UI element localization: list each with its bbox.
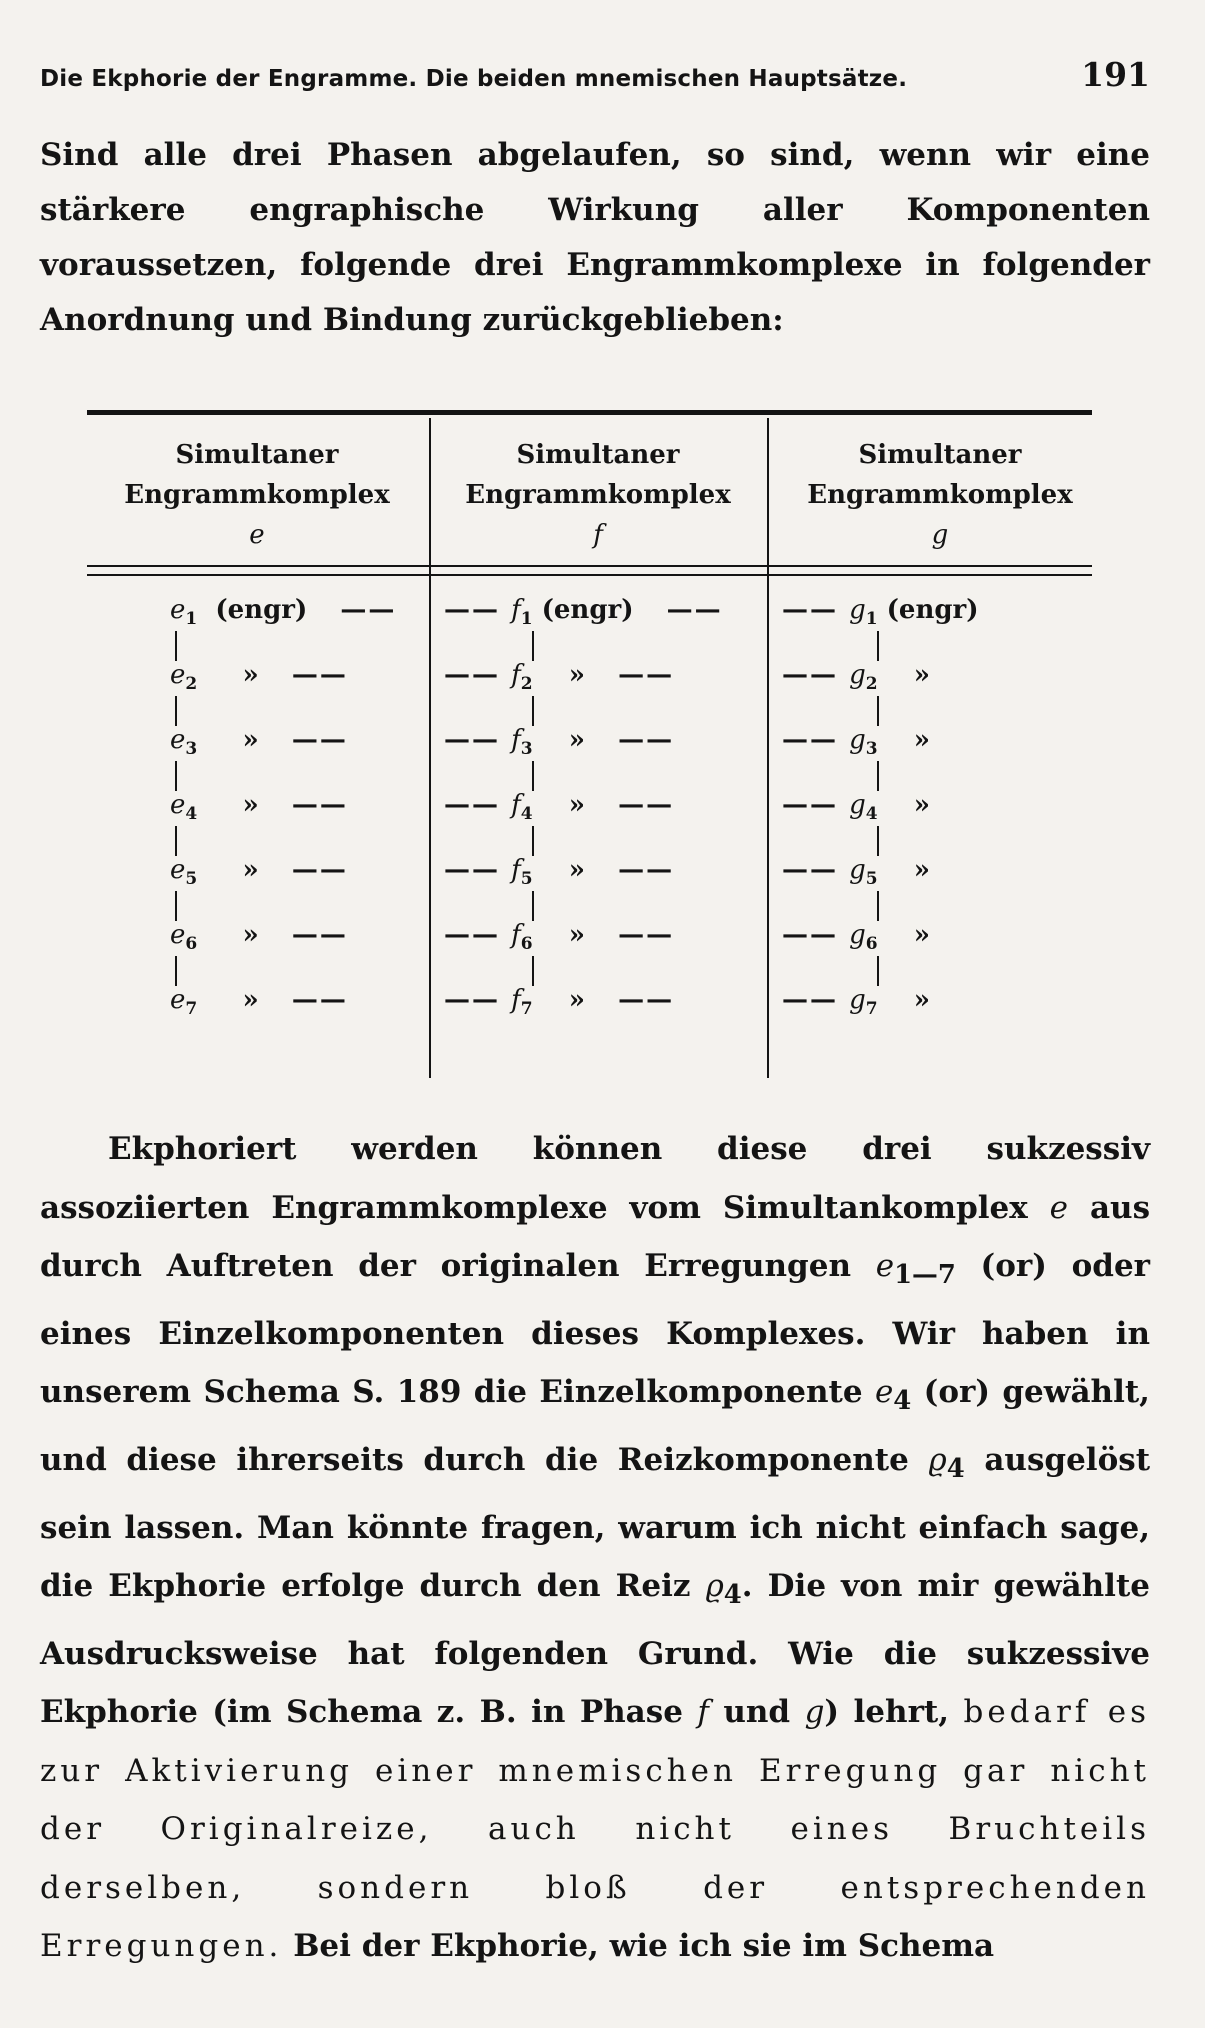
engr-label: (engr)	[197, 595, 308, 625]
engram-label	[849, 855, 878, 890]
repeat-mark: »	[532, 985, 585, 1015]
engram-label	[511, 660, 533, 695]
schema-cell-e	[170, 985, 348, 1019]
engram-label	[849, 595, 878, 630]
engram-symbol: g	[849, 920, 866, 950]
math-subscript: 4	[723, 1580, 742, 1611]
intro-paragraph: Sind alle drei Phasen abgelaufen, so sind, wenn wir eine stärkere engraphische Wirkung aller Komponenten voraussetzen, folgende drei Engrammkomplexe in folgender Anordnung und Bindung zurückgeblieben:	[40, 137, 1150, 338]
engram-symbol: f	[511, 985, 521, 1015]
connector-dash: ——	[258, 920, 348, 950]
schema-cell-g	[782, 985, 930, 1019]
engram-symbol: g	[849, 660, 866, 690]
engram-index: 1	[865, 609, 878, 630]
schema-cell-f	[444, 920, 674, 954]
engram-label	[511, 855, 533, 890]
engram-symbol: f	[511, 920, 521, 950]
running-header	[40, 55, 1150, 94]
association-line	[175, 891, 177, 921]
association-line	[175, 826, 177, 856]
engram-index: 5	[865, 869, 878, 890]
association-line	[532, 956, 534, 986]
connector-dash: ——	[782, 660, 850, 690]
engram-index: 2	[185, 674, 198, 695]
body-text-part: . Die von mir gewählte Ausdrucksweise hat folgenden Grund. Wie die sukzessive Ekphorie (im Schema z. B. in Phase	[40, 1568, 1150, 1731]
body-text-part: Ekphoriert werden können diese drei sukzessiv assoziierten Engrammkomplexe vom Simultankomplex	[40, 1131, 1150, 1226]
column-header-symbol: g	[931, 520, 949, 550]
engram-label	[170, 790, 198, 825]
schema-cell-f	[444, 855, 674, 889]
repeat-mark: »	[877, 855, 931, 885]
repeat-mark: »	[877, 725, 931, 755]
body-text-part: ausgelöst sein lassen. Man könnte fragen, warum ich nicht einfach sage, die Ekphorie erfolge durch den Reiz	[40, 1441, 1151, 1605]
schema-cell-g	[782, 725, 930, 759]
schema-cell-e	[170, 855, 348, 889]
engram-index: 6	[865, 934, 878, 955]
engram-index: 1	[520, 609, 533, 630]
association-line	[877, 956, 879, 986]
connector-dash: ——	[307, 595, 397, 625]
engram-label	[849, 660, 878, 695]
repeat-mark: »	[532, 920, 585, 950]
association-line	[877, 696, 879, 726]
engram-index: 2	[865, 674, 878, 695]
column-header-line1: Simultaner	[175, 440, 339, 470]
connector-dash: ——	[782, 595, 850, 625]
engram-label	[849, 920, 878, 955]
engram-symbol: e	[170, 855, 186, 885]
connector-dash: ——	[444, 595, 512, 625]
connector-dash: ——	[444, 985, 512, 1015]
association-line	[532, 631, 534, 661]
column-body-f	[429, 595, 759, 1075]
math-symbol: f	[697, 1694, 709, 1731]
math-symbol: g	[804, 1694, 825, 1731]
table-header-rule-second	[87, 574, 1092, 576]
column-body-e	[87, 595, 417, 1075]
body-text-part: ) lehrt,	[824, 1694, 950, 1731]
connector-dash: ——	[585, 985, 675, 1015]
connector-dash: ——	[444, 660, 512, 690]
column-body-g	[767, 595, 1097, 1075]
schema-cell-g	[782, 855, 930, 889]
engram-index: 7	[865, 999, 878, 1020]
engram-index: 6	[185, 934, 198, 955]
connector-dash: ——	[258, 790, 348, 820]
engram-label	[170, 725, 198, 760]
connector-dash: ——	[585, 660, 675, 690]
schema-cell-f	[444, 985, 674, 1019]
math-symbol: ϱ	[928, 1441, 947, 1478]
association-line	[877, 891, 879, 921]
math-symbol: ϱ	[705, 1568, 724, 1605]
engram-label	[511, 595, 533, 630]
connector-dash: ——	[782, 855, 850, 885]
engram-symbol: f	[511, 660, 521, 690]
engram-label	[170, 660, 198, 695]
page-number: 191	[1081, 55, 1150, 94]
connector-dash: ——	[782, 920, 850, 950]
connector-dash: ——	[444, 920, 512, 950]
repeat-mark: »	[197, 920, 259, 950]
column-header-f	[433, 435, 763, 555]
schema-cell-e	[170, 725, 348, 759]
body-text-part: (or) gewählt, und diese ihrerseits durch die Reizkomponente	[40, 1374, 1150, 1478]
repeat-mark: »	[197, 660, 259, 690]
engram-index: 3	[185, 739, 198, 760]
table-header-rule	[87, 565, 1092, 567]
engram-index: 7	[520, 999, 533, 1020]
connector-dash: ——	[633, 595, 723, 625]
schema-cell-g	[782, 790, 930, 824]
connector-dash: ——	[782, 725, 850, 755]
body-text-part: (or) oder eines Einzelkomponenten dieses Komplexes. Wir haben in unserem Schema S. 189 die Einzelkomponente	[40, 1248, 1151, 1411]
engr-label: (engr)	[877, 595, 979, 625]
connector-dash: ——	[444, 855, 512, 885]
engram-symbol: e	[170, 660, 186, 690]
association-line	[175, 956, 177, 986]
table-top-rule	[87, 410, 1092, 415]
engram-symbol: g	[849, 855, 866, 885]
engram-label	[511, 725, 533, 760]
connector-dash: ——	[444, 790, 512, 820]
repeat-mark: »	[877, 920, 931, 950]
connector-dash: ——	[585, 725, 675, 755]
connector-dash: ——	[585, 855, 675, 885]
repeat-mark: »	[197, 985, 259, 1015]
engram-label	[849, 790, 878, 825]
association-line	[877, 631, 879, 661]
schema-cell-f	[444, 725, 674, 759]
engram-index: 4	[865, 804, 878, 825]
engram-index: 2	[520, 674, 533, 695]
repeat-mark: »	[532, 725, 585, 755]
column-header-line1: Simultaner	[858, 440, 1022, 470]
schema-cell-e	[170, 920, 348, 954]
connector-dash: ——	[782, 790, 850, 820]
engram-label	[170, 985, 198, 1020]
schema-cell-f	[444, 595, 723, 629]
connector-dash: ——	[258, 725, 348, 755]
engram-symbol: f	[511, 790, 521, 820]
running-title: Die Ekphorie der Engramme. Die beiden mnemischen Hauptsätze.	[40, 66, 908, 92]
repeat-mark: »	[197, 855, 259, 885]
association-line	[175, 761, 177, 791]
schema-cell-e	[170, 595, 396, 629]
repeat-mark: »	[877, 660, 931, 690]
column-header-line2: Engrammkomplex	[807, 480, 1073, 510]
repeat-mark: »	[877, 985, 931, 1015]
schema-cell-f	[444, 660, 674, 694]
engram-label	[849, 985, 878, 1020]
column-header-symbol: e	[249, 520, 265, 550]
association-line	[175, 631, 177, 661]
body-text-part: Bei der Ekphorie, wie ich sie im Schema	[293, 1928, 995, 1965]
engram-index: 3	[865, 739, 878, 760]
association-line	[532, 826, 534, 856]
engram-symbol: e	[170, 985, 186, 1015]
association-line	[532, 891, 534, 921]
association-line	[877, 826, 879, 856]
repeat-mark: »	[877, 790, 931, 820]
engram-symbol: e	[170, 725, 186, 755]
column-header-line1: Simultaner	[516, 440, 680, 470]
body-paragraph	[40, 1120, 1150, 1976]
schema-cell-e	[170, 790, 348, 824]
column-header-g	[775, 435, 1105, 555]
association-line	[877, 761, 879, 791]
engr-label: (engr)	[532, 595, 634, 625]
engram-index: 4	[520, 804, 533, 825]
repeat-mark: »	[197, 725, 259, 755]
engram-index: 6	[520, 934, 533, 955]
engram-label	[511, 985, 533, 1020]
engram-index: 3	[520, 739, 533, 760]
math-subscript: 4	[893, 1386, 912, 1417]
column-header-symbol: f	[593, 520, 603, 550]
math-subscript: 1—7	[894, 1260, 956, 1291]
connector-dash: ——	[585, 920, 675, 950]
engram-index: 5	[520, 869, 533, 890]
math-subscript: 4	[946, 1454, 965, 1485]
engram-symbol: f	[511, 725, 521, 755]
connector-dash: ——	[258, 660, 348, 690]
schema-cell-g	[782, 660, 930, 694]
repeat-mark: »	[532, 855, 585, 885]
schema-cell-e	[170, 660, 348, 694]
engram-label	[849, 725, 878, 760]
connector-dash: ——	[258, 985, 348, 1015]
engram-symbol: e	[170, 595, 186, 625]
connector-dash: ——	[585, 790, 675, 820]
schema-cell-f	[444, 790, 674, 824]
column-header-line2: Engrammkomplex	[465, 480, 731, 510]
column-header-line2: Engrammkomplex	[124, 480, 390, 510]
engram-symbol: g	[849, 725, 866, 755]
engram-index: 7	[185, 999, 198, 1020]
engram-symbol: e	[170, 920, 186, 950]
spaced-emphasis-text: bedarf es zur Aktivierung einer mnemischen Erregung gar nicht der Originalreize, auch nicht eines Bruchteils derselben, sondern bloß der entsprechenden Erregungen.	[40, 1694, 1151, 1965]
repeat-mark: »	[197, 790, 259, 820]
engram-symbol: g	[849, 595, 866, 625]
connector-dash: ——	[444, 725, 512, 755]
engram-symbol: g	[849, 985, 866, 1015]
body-text-part: aus durch Auftreten der originalen Erregungen	[40, 1189, 1151, 1284]
engram-symbol: f	[511, 855, 521, 885]
engram-index: 4	[185, 804, 198, 825]
engram-label	[511, 790, 533, 825]
schema-cell-g	[782, 920, 930, 954]
association-line	[532, 761, 534, 791]
body-text-part: und	[723, 1694, 791, 1731]
engram-label	[170, 855, 198, 890]
association-line	[175, 696, 177, 726]
engram-label	[170, 595, 198, 630]
association-line	[532, 696, 534, 726]
engram-index: 5	[185, 869, 198, 890]
engram-symbol: f	[511, 595, 521, 625]
engram-symbol: e	[170, 790, 186, 820]
math-symbol: e	[1049, 1189, 1069, 1226]
engram-symbol: g	[849, 790, 866, 820]
engram-label	[170, 920, 198, 955]
connector-dash: ——	[782, 985, 850, 1015]
engram-schema-table	[87, 410, 1092, 1075]
repeat-mark: »	[532, 790, 585, 820]
connector-dash: ——	[258, 855, 348, 885]
math-symbol: e	[874, 1374, 894, 1411]
schema-cell-g	[782, 595, 979, 629]
math-symbol: e	[875, 1248, 895, 1284]
engram-label	[511, 920, 533, 955]
engram-index: 1	[185, 609, 198, 630]
repeat-mark: »	[532, 660, 585, 690]
column-header-e	[92, 435, 422, 555]
